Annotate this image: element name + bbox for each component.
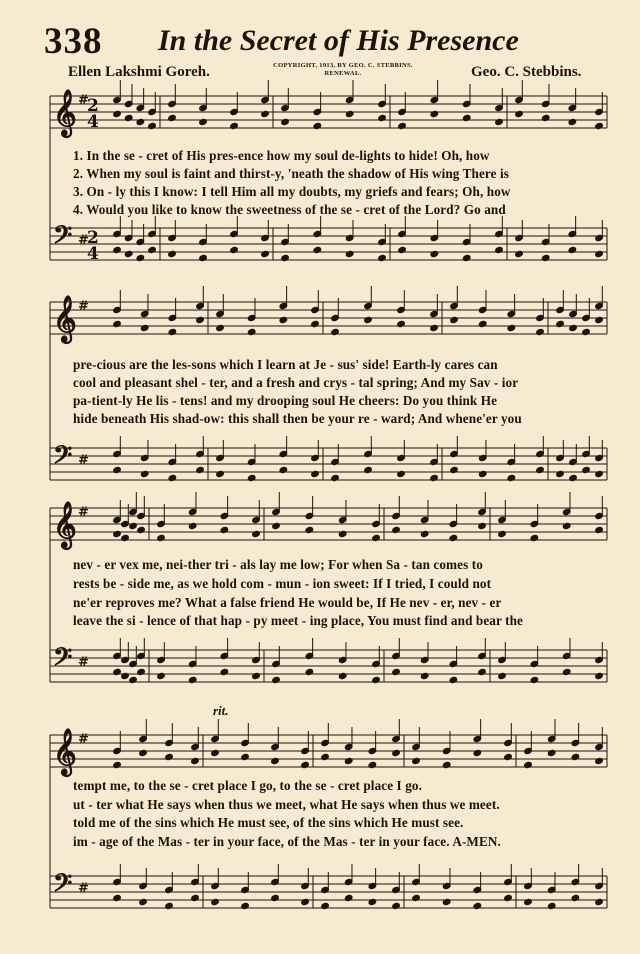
note-head xyxy=(148,246,157,253)
note-head xyxy=(473,902,482,909)
note-head xyxy=(165,753,174,760)
treble-clef-icon: 𝄞 xyxy=(53,502,77,548)
sharp-icon: # xyxy=(78,655,89,670)
note-head xyxy=(430,324,439,331)
time-signature-bottom: 4 xyxy=(87,112,99,132)
note-head xyxy=(261,110,270,117)
lyric-line: cool and pleasant shel - ter, and a fresh and crys - tal spring; And my Sav - ior xyxy=(73,375,519,390)
note-head xyxy=(582,328,591,335)
note-head xyxy=(345,110,354,117)
note-head xyxy=(113,761,122,768)
renewal-line: RENEWAL. xyxy=(324,70,362,77)
note-head xyxy=(524,898,533,905)
note-head xyxy=(252,672,261,679)
note-head xyxy=(121,534,130,541)
note-head xyxy=(430,474,439,481)
note-head xyxy=(252,530,261,537)
note-head xyxy=(272,522,281,529)
sharp-icon: # xyxy=(78,732,89,747)
note-head xyxy=(478,668,487,675)
sharp-icon: # xyxy=(78,453,89,468)
note-head xyxy=(397,320,406,327)
note-head xyxy=(547,902,556,909)
bass-clef-icon: 𝄢 xyxy=(53,441,73,476)
note-head xyxy=(129,676,138,683)
note-head xyxy=(430,250,439,257)
note-head xyxy=(530,676,539,683)
note-head xyxy=(568,118,577,125)
note-head xyxy=(196,466,205,473)
note-head xyxy=(136,254,145,261)
note-head xyxy=(536,466,545,473)
note-head xyxy=(168,114,177,121)
note-head xyxy=(430,110,439,117)
note-head xyxy=(595,526,604,533)
treble-clef-icon: 𝄞 xyxy=(53,729,77,775)
note-head xyxy=(595,757,604,764)
note-head xyxy=(272,676,281,683)
note-head xyxy=(331,328,340,335)
note-head xyxy=(412,757,421,764)
note-head xyxy=(113,466,122,473)
note-head xyxy=(478,320,487,327)
note-head xyxy=(140,470,149,477)
note-head xyxy=(211,898,220,905)
copyright-line: COPYRIGHT, 1913, BY GEO. C. STEBBINS. xyxy=(273,62,413,69)
note-head xyxy=(321,753,330,760)
bass-clef-icon: 𝄢 xyxy=(53,221,73,256)
note-head xyxy=(113,320,122,327)
note-head xyxy=(504,753,513,760)
note-head xyxy=(556,470,565,477)
sharp-icon: # xyxy=(78,881,89,896)
note-head xyxy=(313,122,322,129)
note-head xyxy=(420,672,429,679)
note-head xyxy=(504,894,513,901)
note-head xyxy=(271,894,280,901)
note-head xyxy=(301,761,310,768)
note-head xyxy=(541,114,550,121)
note-head xyxy=(121,672,130,679)
note-head xyxy=(168,474,177,481)
note-head xyxy=(462,114,471,121)
time-signature-top: 2 xyxy=(87,96,99,116)
lyric-line: im - age of the Mas - ter in your face, of the Mas - ter in your face. A-MEN. xyxy=(73,834,501,849)
note-head xyxy=(368,898,377,905)
note-head xyxy=(344,757,353,764)
note-head xyxy=(113,668,122,675)
note-head xyxy=(392,668,401,675)
note-head xyxy=(321,902,330,909)
note-head xyxy=(498,672,507,679)
lyric-line: ne'er reproves me? What a false friend He would be, If He nev - er, nev - er xyxy=(73,595,502,610)
note-head xyxy=(450,466,459,473)
note-head xyxy=(113,894,122,901)
note-head xyxy=(199,118,208,125)
note-head xyxy=(378,114,387,121)
note-head xyxy=(449,534,458,541)
note-head xyxy=(595,470,604,477)
note-head xyxy=(420,530,429,537)
lyric-line: 1. In the se - cret of His pres-ence how my soul de-lights to hide! Oh, how xyxy=(73,148,490,163)
note-head xyxy=(220,526,229,533)
note-head xyxy=(271,757,280,764)
note-head xyxy=(168,328,177,335)
note-head xyxy=(331,474,340,481)
note-head xyxy=(495,118,504,125)
note-head xyxy=(571,894,580,901)
bass-clef-icon: 𝄢 xyxy=(53,643,73,678)
sharp-icon: # xyxy=(78,233,89,248)
bass-clef-icon: 𝄢 xyxy=(53,869,73,904)
note-head xyxy=(515,250,524,257)
note-head xyxy=(569,474,578,481)
note-head xyxy=(595,898,604,905)
lyric-line: hide beneath His shad-ow: this shall then be your re - ward; And whene'er you xyxy=(73,411,522,426)
note-head xyxy=(473,749,482,756)
note-head xyxy=(247,328,256,335)
author-credit: Ellen Lakshmi Goreh. xyxy=(68,64,210,80)
note-head xyxy=(148,122,157,129)
note-head xyxy=(541,254,550,261)
note-head xyxy=(188,676,197,683)
note-head xyxy=(129,522,138,529)
note-head xyxy=(124,250,133,257)
note-head xyxy=(305,526,314,533)
note-head xyxy=(442,761,451,768)
note-head xyxy=(398,246,407,253)
note-head xyxy=(372,676,381,683)
note-head xyxy=(247,474,256,481)
note-head xyxy=(498,530,507,537)
hymn-title: In the Secret of His Presence xyxy=(158,24,519,57)
note-head xyxy=(442,898,451,905)
note-head xyxy=(569,324,578,331)
note-head xyxy=(412,894,421,901)
note-head xyxy=(378,254,387,261)
note-head xyxy=(478,470,487,477)
lyric-line: tempt me, to the se - cret place I go, to the se - cret place I go. xyxy=(73,778,422,793)
note-head xyxy=(478,522,487,529)
lyric-line: pre-cious are the les-sons which I learn at Je - sus' side! Earth-ly cares can xyxy=(73,357,498,372)
note-head xyxy=(139,749,148,756)
note-head xyxy=(536,328,545,335)
note-head xyxy=(311,320,320,327)
note-head xyxy=(281,118,290,125)
note-head xyxy=(397,470,406,477)
note-head xyxy=(113,110,122,117)
note-head xyxy=(168,250,177,257)
note-head xyxy=(595,250,604,257)
note-head xyxy=(113,530,122,537)
time-signature-bottom: 4 xyxy=(87,244,99,264)
note-head xyxy=(595,672,604,679)
hymn-number: 338 xyxy=(44,21,103,62)
note-head xyxy=(398,122,407,129)
note-head xyxy=(216,470,225,477)
ritardando-mark: rit. xyxy=(213,703,229,718)
note-head xyxy=(345,250,354,257)
note-head xyxy=(571,753,580,760)
note-head xyxy=(368,761,377,768)
sharp-icon: # xyxy=(78,93,89,108)
note-head xyxy=(216,324,225,331)
note-head xyxy=(338,672,347,679)
note-head xyxy=(562,522,571,529)
note-head xyxy=(301,898,310,905)
note-head xyxy=(241,902,250,909)
note-head xyxy=(137,526,146,533)
lyric-line: 4. Would you like to know the sweetness of the se - cret of the Lord? Go and xyxy=(73,202,506,217)
note-head xyxy=(220,668,229,675)
note-head xyxy=(311,470,320,477)
note-head xyxy=(530,534,539,541)
note-head xyxy=(211,749,220,756)
note-head xyxy=(261,250,270,257)
note-head xyxy=(547,749,556,756)
note-head xyxy=(196,316,205,323)
note-head xyxy=(595,122,604,129)
lyric-line: ut - ter what He says when thus we meet, what He says when thus we meet. xyxy=(73,797,500,812)
note-head xyxy=(157,672,166,679)
note-head xyxy=(392,902,401,909)
note-head xyxy=(137,668,146,675)
lyric-line: pa-tient-ly He lis - tens! and my drooping soul He cheers: Do you think He xyxy=(73,393,498,408)
note-head xyxy=(230,246,239,253)
note-head xyxy=(556,320,565,327)
note-head xyxy=(392,526,401,533)
lyric-line: told me of the sins which He must see, of the sins which He must see. xyxy=(73,815,464,830)
note-head xyxy=(241,753,250,760)
note-head xyxy=(372,534,381,541)
note-head xyxy=(191,757,200,764)
note-head xyxy=(191,894,200,901)
note-head xyxy=(113,246,122,253)
note-head xyxy=(450,316,459,323)
note-head xyxy=(188,522,197,529)
note-head xyxy=(157,534,166,541)
note-head xyxy=(199,254,208,261)
sharp-icon: # xyxy=(78,299,89,314)
note-head xyxy=(140,324,149,331)
note-head xyxy=(313,246,322,253)
note-head xyxy=(279,316,288,323)
note-head xyxy=(582,466,591,473)
sharp-icon: # xyxy=(78,505,89,520)
note-head xyxy=(165,902,174,909)
note-head xyxy=(507,474,516,481)
note-head xyxy=(449,676,458,683)
note-head xyxy=(279,466,288,473)
lyric-line: rests be - side me, as we hold com - mun - ion sweet: If I tried, I could not xyxy=(73,576,492,591)
note-head xyxy=(462,254,471,261)
note-head xyxy=(495,246,504,253)
note-head xyxy=(364,466,373,473)
note-head xyxy=(515,110,524,117)
note-head xyxy=(568,246,577,253)
lyric-line: nev - er vex me, nei-ther tri - als lay me low; For when Sa - tan comes to xyxy=(73,557,483,572)
note-head xyxy=(305,668,314,675)
composer-credit: Geo. C. Stebbins. xyxy=(471,64,582,80)
lyric-line: 3. On - ly this I know: I tell Him all my doubts, my griefs and fears; Oh, how xyxy=(73,184,511,199)
treble-clef-icon: 𝄞 xyxy=(53,296,77,342)
note-head xyxy=(507,324,516,331)
note-head xyxy=(524,761,533,768)
note-head xyxy=(124,114,133,121)
note-head xyxy=(139,898,148,905)
time-signature-top: 2 xyxy=(87,228,99,248)
lyric-line: 2. When my soul is faint and thirst-y, 'neath the shadow of His wing There is xyxy=(73,166,509,181)
treble-clef-icon: 𝄞 xyxy=(53,90,77,136)
note-head xyxy=(562,668,571,675)
note-head xyxy=(595,316,604,323)
note-head xyxy=(338,530,347,537)
lyric-line: leave the si - lence of that hap - py meet - ing place, You must find and bear the xyxy=(73,613,523,628)
note-head xyxy=(344,894,353,901)
note-head xyxy=(230,122,239,129)
note-head xyxy=(281,254,290,261)
note-head xyxy=(136,118,145,125)
note-head xyxy=(364,316,373,323)
note-head xyxy=(392,749,401,756)
